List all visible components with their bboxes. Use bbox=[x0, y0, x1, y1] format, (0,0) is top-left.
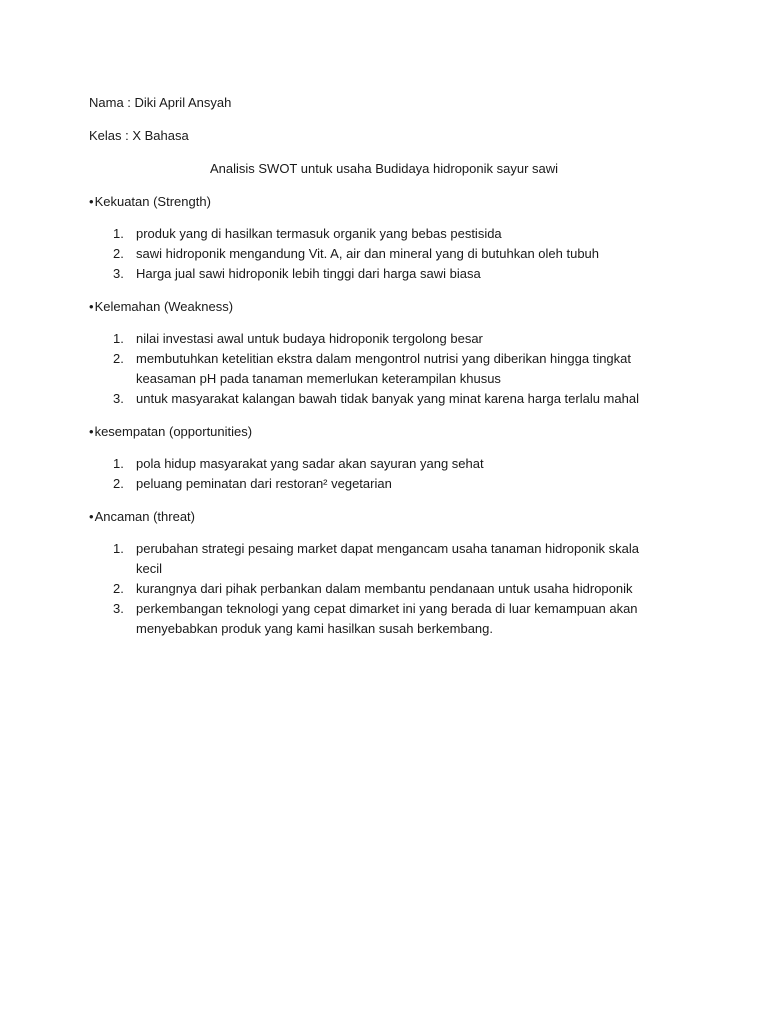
list-item bbox=[89, 599, 689, 639]
section-heading bbox=[89, 507, 689, 527]
list-item-number: 2. bbox=[113, 581, 124, 596]
list-item-number: 1. bbox=[113, 456, 124, 471]
list-item bbox=[89, 474, 689, 494]
section-list bbox=[89, 224, 689, 284]
list-item-text: perkembangan teknologi yang cepat dimarket ini yang berada di luar kemampuan akan menyebabkan produk yang kami hasilkan susah berkembang. bbox=[136, 601, 638, 636]
list-item-text: perubahan strategi pesaing market dapat mengancam usaha tanaman hidroponik skala kecil bbox=[136, 541, 639, 576]
list-item bbox=[89, 349, 689, 389]
list-item bbox=[89, 264, 689, 284]
list-item bbox=[89, 579, 689, 599]
section-list bbox=[89, 454, 689, 494]
list-item-number: 3. bbox=[113, 391, 124, 406]
list-item-number: 2. bbox=[113, 246, 124, 261]
list-item-number: 3. bbox=[113, 601, 124, 616]
list-item bbox=[89, 539, 689, 579]
section-strength bbox=[89, 192, 689, 284]
list-item-text: nilai investasi awal untuk budaya hidroponik tergolong besar bbox=[136, 331, 483, 346]
list-item-text: pola hidup masyarakat yang sadar akan sayuran yang sehat bbox=[136, 456, 484, 471]
list-item-number: 1. bbox=[113, 331, 124, 346]
list-item-number: 2. bbox=[113, 351, 124, 366]
document-title: Analisis SWOT untuk usaha Budidaya hidroponik sayur sawi bbox=[209, 161, 559, 176]
list-item-text: membutuhkan ketelitian ekstra dalam mengontrol nutrisi yang diberikan hingga tingkat keasaman pH pada tanaman memerlukan keterampilan khusus bbox=[136, 351, 632, 386]
bullet-icon: • bbox=[89, 424, 94, 439]
bullet-icon: • bbox=[89, 194, 94, 209]
section-heading-label: kesempatan (opportunities) bbox=[94, 424, 253, 439]
list-item-number: 2. bbox=[113, 476, 124, 491]
section-heading bbox=[89, 297, 689, 317]
section-heading-label: Kekuatan (Strength) bbox=[94, 194, 211, 209]
section-heading-label: Kelemahan (Weakness) bbox=[94, 299, 234, 314]
list-item-text: produk yang di hasilkan termasuk organik yang bebas pestisida bbox=[136, 226, 502, 241]
list-item-number: 1. bbox=[113, 226, 124, 241]
section-heading bbox=[89, 422, 689, 442]
list-item-text: sawi hidroponik mengandung Vit. A, air dan mineral yang di butuhkan oleh tubuh bbox=[136, 246, 600, 261]
section-opportunities bbox=[89, 422, 689, 494]
section-list bbox=[89, 329, 689, 409]
bullet-icon: • bbox=[89, 299, 94, 314]
list-item bbox=[89, 454, 689, 474]
list-item bbox=[89, 244, 689, 264]
section-heading-label: Ancaman (threat) bbox=[94, 509, 195, 524]
list-item-number: 3. bbox=[113, 266, 124, 281]
bullet-icon: • bbox=[89, 509, 94, 524]
list-item bbox=[89, 329, 689, 349]
section-list bbox=[89, 539, 689, 639]
section-heading bbox=[89, 192, 689, 212]
list-item-text: untuk masyarakat kalangan bawah tidak banyak yang minat karena harga terlalu mahal bbox=[136, 391, 639, 406]
list-item-text: Harga jual sawi hidroponik lebih tinggi dari harga sawi biasa bbox=[136, 266, 481, 281]
section-threat bbox=[89, 507, 689, 639]
list-item-text: kurangnya dari pihak perbankan dalam membantu pendanaan untuk usaha hidroponik bbox=[136, 581, 633, 596]
list-item-number: 1. bbox=[113, 541, 124, 556]
list-item bbox=[89, 389, 689, 409]
list-item-text: peluang peminatan dari restoran² vegetarian bbox=[136, 476, 392, 491]
document-body bbox=[89, 93, 689, 652]
list-item bbox=[89, 224, 689, 244]
name-field: Nama : Diki April Ansyah bbox=[89, 95, 232, 110]
section-weakness bbox=[89, 297, 689, 409]
class-field: Kelas : X Bahasa bbox=[89, 128, 189, 143]
